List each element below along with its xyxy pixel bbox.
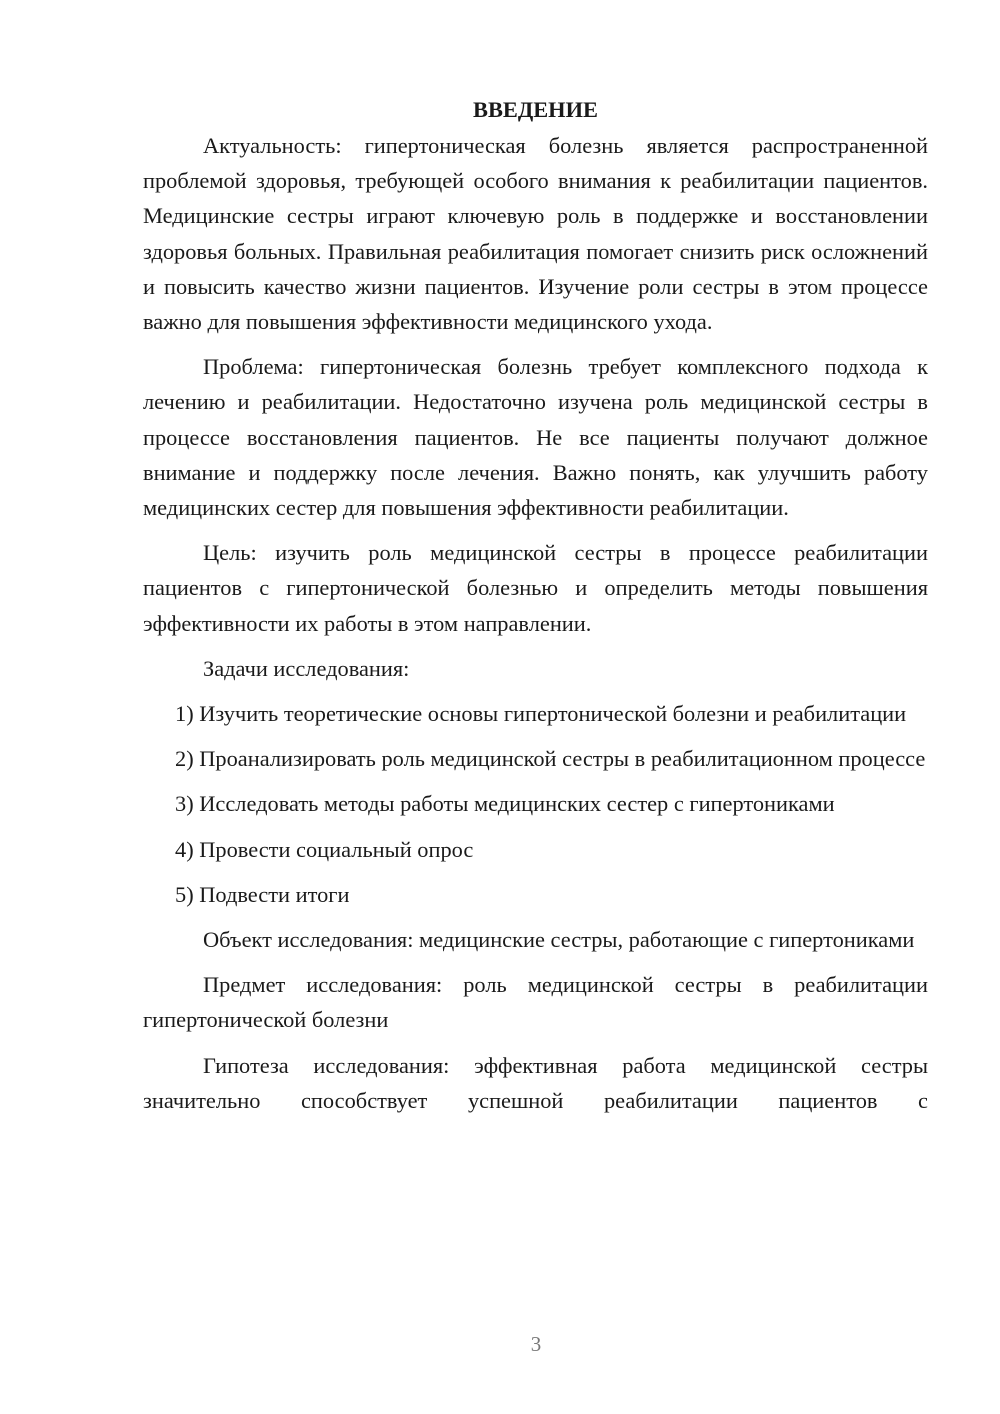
goal-paragraph: Цель: изучить роль медицинской сестры в процессе реабилитации пациентов с гипертонической болезнью и определить методы повышения эффективности их работы в этом направлении.	[143, 540, 928, 636]
task-item-4: 4) Провести социальный опрос	[175, 836, 474, 862]
page-content	[143, 92, 928, 1128]
task-item-2: 2) Проанализировать роль медицинской сестры в реабилитационном процессе	[175, 746, 926, 772]
relevance-paragraph: Актуальность: гипертоническая болезнь является распространенной проблемой здоровья, требующей особого внимания к реабилитации пациентов. Медицинские сестры играют ключевую роль в поддержке и восстановлении здоровья больных. Правильная реабилитация помогает снизить риск осложнений и повысить качество жизни пациентов. Изучение роли сестры в этом процессе важно для повышения эффективности медицинского ухода.	[143, 133, 928, 335]
task-item-5: 5) Подвести итоги	[175, 881, 350, 907]
subject-paragraph: Предмет исследования: роль медицинской сестры в реабилитации гипертонической болезни	[143, 972, 928, 1033]
problem-paragraph: Проблема: гипертоническая болезнь требует комплексного подхода к лечению и реабилитации. Недостаточно изучена роль медицинской сестры в процессе восстановления пациентов. Не все пациенты получают должное внимание и поддержку после лечения. Важно понять, как улучшить работу медицинских сестер для повышения эффективности реабилитации.	[143, 354, 928, 521]
tasks-heading: Задачи исследования:	[203, 655, 410, 681]
page-title: ВВЕДЕНИЕ	[473, 97, 598, 122]
object-paragraph: Объект исследования: медицинские сестры, работающие с гипертониками	[203, 927, 915, 953]
task-item-1: 1) Изучить теоретические основы гипертонической болезни и реабилитации	[175, 701, 907, 727]
task-item-3: 3) Исследовать методы работы медицинских сестер с гипертониками	[175, 791, 835, 817]
page-number: 3	[530, 1332, 542, 1356]
hypothesis-paragraph: Гипотеза исследования: эффективная работа медицинской сестры значительно способствует успешной реабилитации пациентов с	[143, 1052, 928, 1113]
